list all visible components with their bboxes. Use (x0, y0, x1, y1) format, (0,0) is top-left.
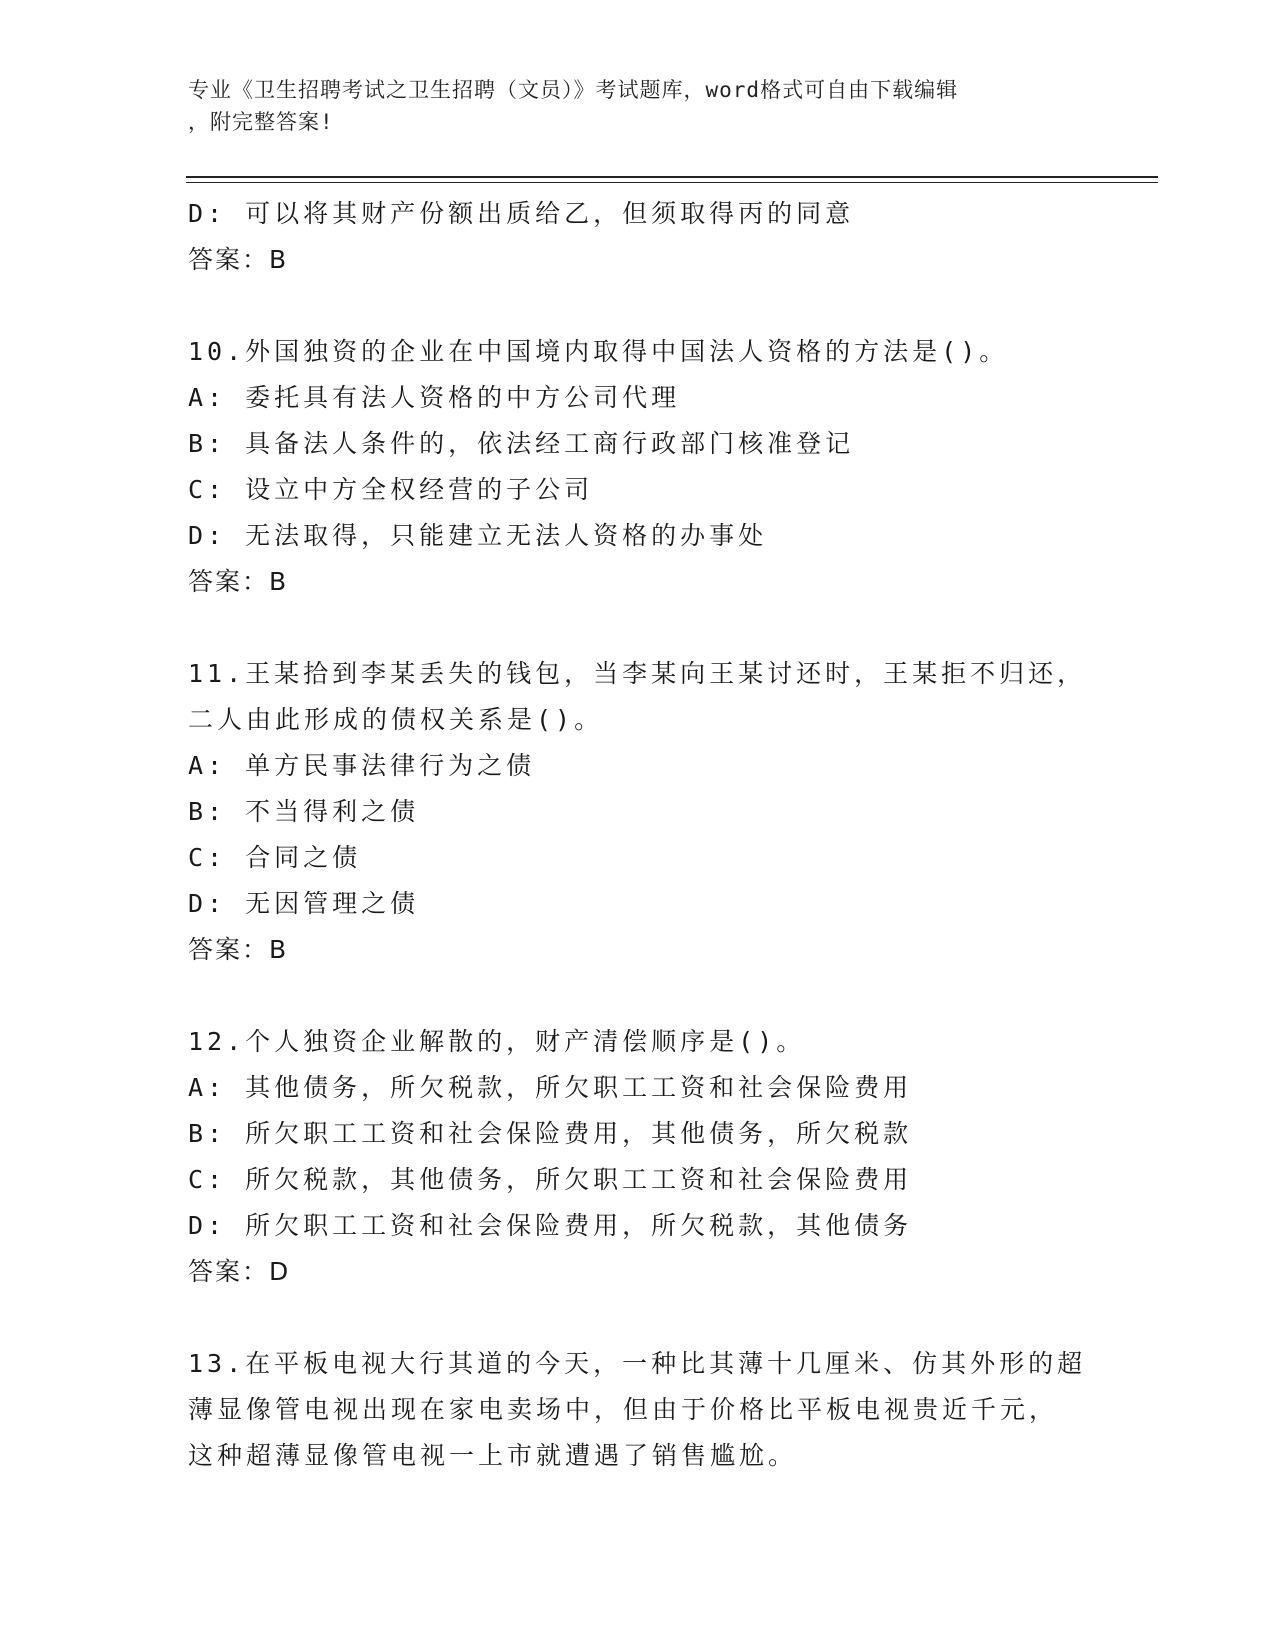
question-11 (188, 651, 1128, 973)
question-9 (188, 191, 1128, 283)
question-text-line3: 这种超薄显像管电视一上市就遭遇了销售尴尬。 (188, 1441, 798, 1470)
question-text-line2: 薄显像管电视出现在家电卖场中，但由于价格比平板电视贵近千元， (188, 1395, 1059, 1424)
option-c: C: 合同之债 (188, 843, 362, 872)
header-divider-thick (186, 176, 1158, 178)
question-text-line1: 11.王某拾到李某丢失的钱包，当李某向王某讨还时，王某拒不归还， (188, 659, 1087, 688)
header-title-line1: 专业《卫生招聘考试之卫生招聘（文员）》考试题库，word格式可自由下载编辑 (188, 78, 959, 102)
question-10 (188, 329, 1128, 605)
answer-label: 答案：B (188, 567, 289, 596)
option-c: C: 所欠税款，其他债务，所欠职工工资和社会保险费用 (188, 1165, 913, 1194)
question-text: 10.外国独资的企业在中国境内取得中国法人资格的方法是()。 (188, 337, 1009, 366)
option-a: A: 委托具有法人资格的中方公司代理 (188, 383, 681, 412)
option-a: A: 其他债务，所欠税款，所欠职工工资和社会保险费用 (188, 1073, 913, 1102)
option-b: B: 具备法人条件的，依法经工商行政部门核准登记 (188, 429, 855, 458)
option-c: C: 设立中方全权经营的子公司 (188, 475, 594, 504)
option-d: D: 无法取得，只能建立无法人资格的办事处 (188, 521, 768, 550)
page-header (188, 74, 1088, 138)
question-13 (188, 1341, 1128, 1479)
spacer (188, 973, 1128, 1019)
question-text-line2: 二人由此形成的债权关系是()。 (188, 705, 604, 734)
question-12 (188, 1019, 1128, 1295)
option-b: B: 不当得利之债 (188, 797, 420, 826)
header-title-line2: ，附完整答案! (188, 110, 334, 134)
question-text-line1: 13.在平板电视大行其道的今天，一种比其薄十几厘米、仿其外形的超 (188, 1349, 1087, 1378)
answer-label: 答案：B (188, 935, 289, 964)
header-divider-thin (186, 182, 1158, 183)
answer-label: 答案：D (188, 1257, 291, 1286)
question-text: 12.个人独资企业解散的，财产清偿顺序是()。 (188, 1027, 806, 1056)
spacer (188, 283, 1128, 329)
option-a: A: 单方民事法律行为之债 (188, 751, 536, 780)
option-d: D: 所欠职工工资和社会保险费用，所欠税款，其他债务 (188, 1211, 913, 1240)
answer-label: 答案：B (188, 245, 289, 274)
option-b: B: 所欠职工工资和社会保险费用，其他债务，所欠税款 (188, 1119, 913, 1148)
option-d: D: 可以将其财产份额出质给乙，但须取得丙的同意 (188, 199, 855, 228)
question-list (188, 191, 1128, 1479)
spacer (188, 1295, 1128, 1341)
option-d: D: 无因管理之债 (188, 889, 420, 918)
spacer (188, 605, 1128, 651)
